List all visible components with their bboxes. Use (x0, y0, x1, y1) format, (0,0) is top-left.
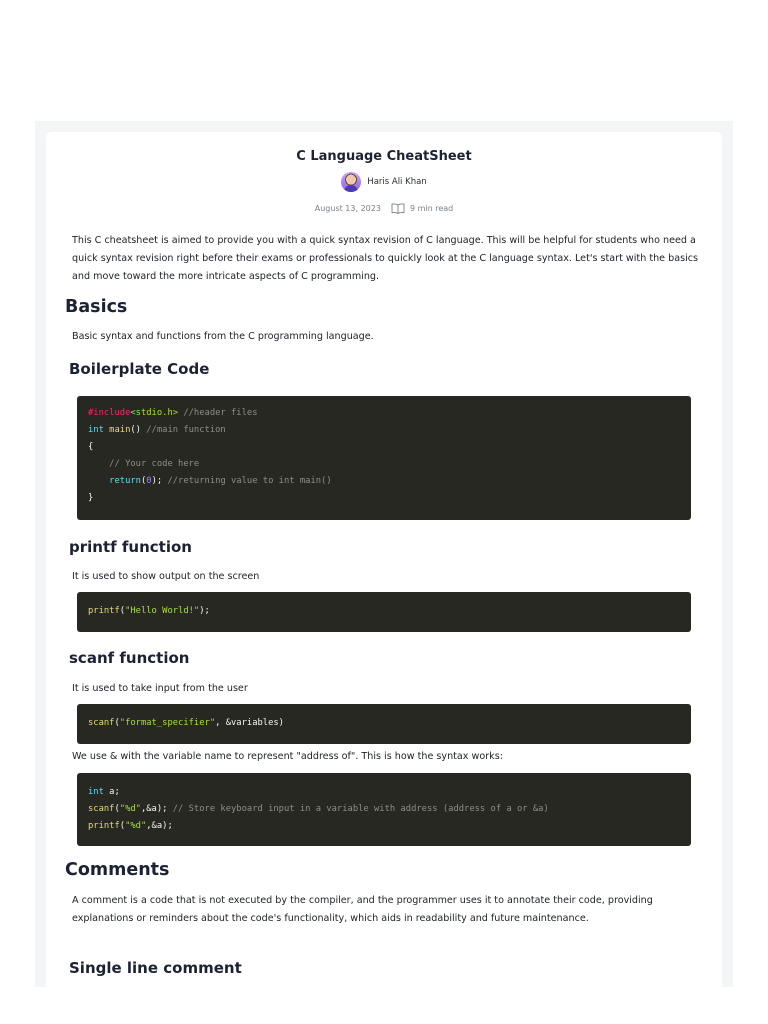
heading-boilerplate: Boilerplate Code (69, 360, 210, 378)
author-row[interactable] (46, 172, 722, 192)
read-time (391, 203, 453, 214)
comments-description: A comment is a code that is not executed by the compiler, and the programmer uses it to annotate their code, providing explanations or reminders about the code's functionality, which aids in readability and future maintenance. (72, 895, 653, 924)
read-time-label: 9 min read (409, 204, 454, 213)
code-line: int a; (88, 787, 120, 797)
article-card (46, 132, 722, 987)
article-title: C Language CheatSheet (296, 149, 472, 164)
code-line: return(0); //returning value to int main() (88, 476, 332, 486)
article-meta (46, 203, 722, 214)
author-name[interactable]: Haris Ali Khan (367, 177, 427, 187)
code-block-scanf[interactable] (77, 704, 691, 744)
code-line: { (88, 442, 94, 452)
code-line: } (88, 493, 94, 503)
code-block-printf[interactable] (77, 592, 691, 632)
code-line: int main() //main function (88, 425, 226, 435)
heading-basics: Basics (65, 297, 128, 317)
printf-description: It is used to show output on the screen (72, 571, 260, 582)
publish-date: August 13, 2023 (314, 204, 381, 213)
code-line: // Your code here (88, 459, 200, 469)
heading-comments: Comments (65, 860, 170, 880)
code-block-boilerplate[interactable] (77, 396, 691, 520)
code-line: scanf("%d",&a); // Store keyboard input in a variable with address (address of a or &a) (88, 804, 549, 814)
author-avatar[interactable] (341, 172, 361, 192)
book-open-icon (391, 203, 405, 214)
scanf-description: It is used to take input from the user (72, 683, 248, 694)
basics-description: Basic syntax and functions from the C programming language. (72, 331, 374, 342)
code-line: printf("%d",&a); (88, 821, 173, 831)
code-block-scanf-example[interactable] (77, 773, 691, 846)
heading-scanf: scanf function (69, 649, 190, 667)
heading-single-line-comment: Single line comment (69, 959, 242, 977)
intro-paragraph: This C cheatsheet is aimed to provide you with a quick syntax revision of C language. This will be helpful for students who need a quick syntax revision right before their exams or professionals to quickly look at the C language syntax. Let's start with the basics and move toward the more intricate aspects of C programming. (72, 235, 699, 282)
code-line: printf("Hello World!"); (88, 606, 210, 616)
scanf-note: We use & with the variable name to represent "address of". This is how the syntax works: (72, 751, 503, 762)
heading-printf: printf function (69, 538, 192, 556)
code-line: scanf("format_specifier", &variables) (88, 718, 284, 728)
code-line: #include<stdio.h> //header files (88, 408, 258, 418)
